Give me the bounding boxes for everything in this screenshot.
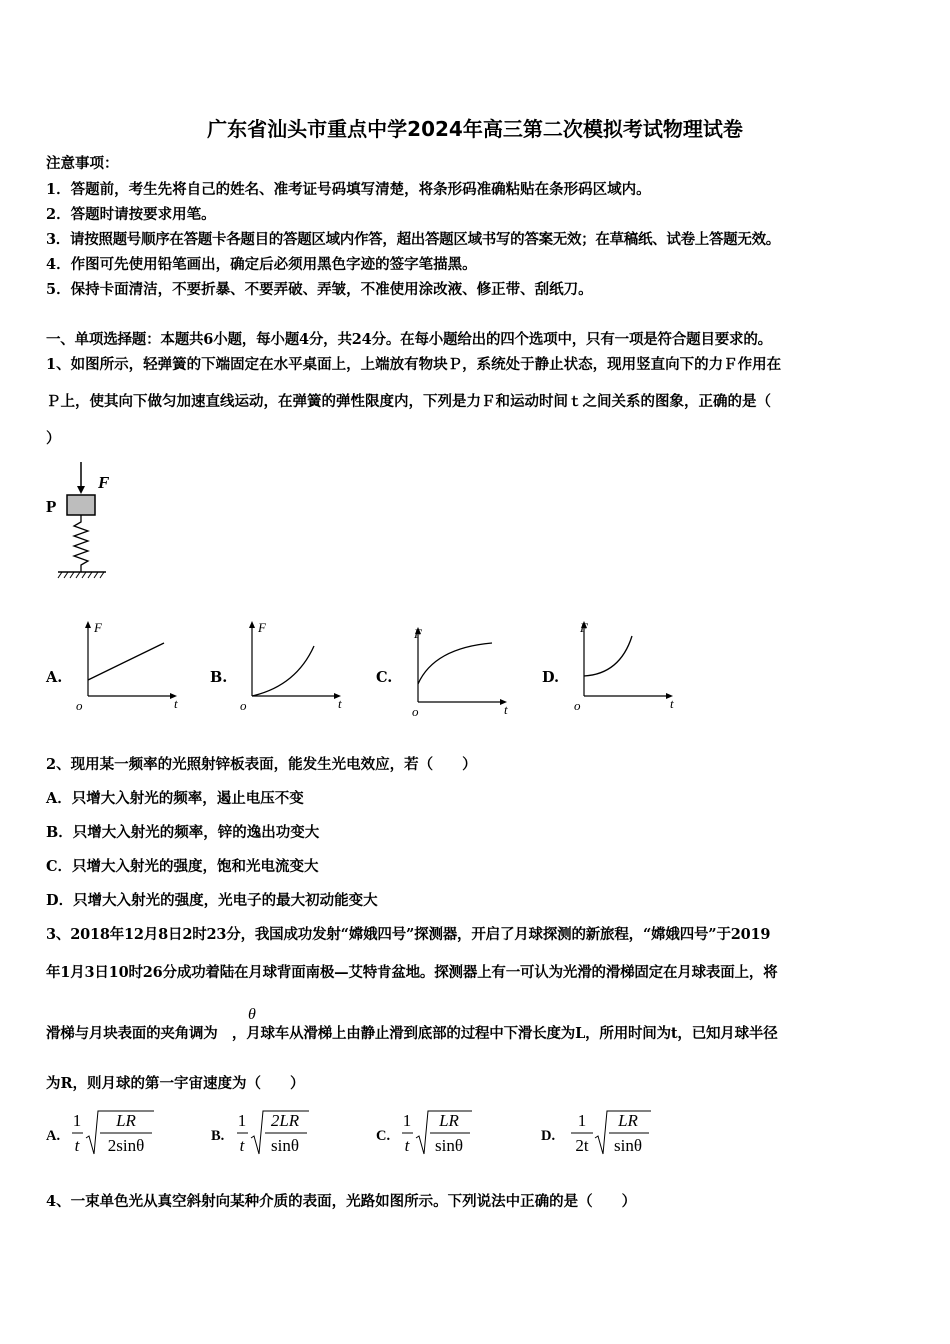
q2-option-c[interactable]: C．只增大入射光的强度，饱和光电流变大	[46, 858, 319, 875]
svg-text:t: t	[74, 1136, 80, 1155]
q2-option-a[interactable]: A．只增大入射光的频率，遏止电压不变	[46, 790, 304, 807]
svg-text:LR: LR	[618, 1111, 638, 1130]
svg-text:sinθ: sinθ	[435, 1136, 463, 1155]
notice-item: 3．请按照题号顺序在答题卡各题目的答题区域内作答，超出答题区域书写的答案无效；在草稿纸、试卷上答题无效。	[46, 231, 780, 248]
svg-text:sinθ: sinθ	[614, 1136, 642, 1155]
q1-option-c-label: C.	[376, 669, 393, 686]
svg-text:t: t	[338, 696, 342, 711]
q4-stem: 4、一束单色光从真空斜射向某种介质的表面，光路如图所示。下列说法中正确的是（ ）	[46, 1193, 637, 1210]
svg-text:1: 1	[402, 1111, 412, 1130]
formula-d	[571, 1108, 696, 1160]
svg-text:t: t	[239, 1136, 245, 1155]
spring	[74, 515, 88, 572]
svg-text:LR: LR	[439, 1111, 459, 1130]
formula-a	[72, 1108, 192, 1160]
notice-item: 2．答题时请按要求用笔。	[46, 206, 216, 223]
q2-option-d[interactable]: D．只增大入射光的强度，光电子的最大初动能变大	[46, 892, 378, 909]
svg-text:1: 1	[72, 1111, 82, 1130]
block-p	[67, 495, 95, 515]
section-heading: 一、单项选择题：本题共6小题，每小题4分，共24分。在每小题给出的四个选项中，只有一项是符合题目要求的。	[46, 331, 772, 348]
q3-option-a[interactable]: A. 1 t LR 2sinθ	[46, 1108, 196, 1160]
svg-text:1: 1	[237, 1111, 247, 1130]
svg-text:o: o	[240, 698, 247, 713]
formula-b	[237, 1108, 357, 1160]
svg-text:t: t	[504, 702, 508, 717]
q2-option-b[interactable]: B．只增大入射光的频率，锌的逸出功变大	[46, 824, 320, 841]
svg-text:sinθ: sinθ	[271, 1136, 299, 1155]
svg-text:o: o	[412, 704, 419, 719]
block-label: P	[46, 497, 57, 516]
notice-heading: 注意事项：	[46, 155, 119, 172]
curve-concave-up	[252, 646, 314, 696]
q1-option-b-label: B.	[210, 669, 228, 686]
q1-option-a-graph[interactable]	[72, 618, 192, 713]
svg-text:o: o	[574, 698, 581, 713]
q1-stem-line1: 1、如图所示，轻弹簧的下端固定在水平桌面上，上端放有物块Ｐ，系统处于静止状态，现用竖直向下的力Ｆ作用在	[46, 356, 782, 373]
q3-stem-line3: 滑梯与月块表面的夹角调为 ，月球车从滑梯上由静止滑到底部的过程中下滑长度为L，所用时间为t，已知月球半径	[46, 1025, 778, 1042]
q3-option-b[interactable]: B. 1 t 2LR sinθ	[211, 1108, 361, 1160]
q1-option-d-label: D.	[542, 669, 560, 686]
q1-option-d-graph[interactable]	[568, 618, 688, 713]
q3-stem-line1: 3、2018年12月8日2时23分，我国成功发射“嫦娥四号”探测器，开启了月球探测的新旅程，“嫦娥四号”于2019	[46, 926, 771, 943]
notice-item: 4．作图可先使用铅笔画出，确定后必须用黑色字迹的签字笔描黑。	[46, 256, 477, 273]
q1-option-c-graph[interactable]	[402, 624, 522, 719]
theta-symbol: θ	[248, 1006, 256, 1023]
formula-c	[402, 1108, 522, 1160]
q1-stem-line3: ）	[46, 430, 61, 447]
svg-text:LR: LR	[116, 1111, 136, 1130]
svg-text:1: 1	[577, 1111, 587, 1130]
q3-stem-line4: 为R，则月球的第一宇宙速度为（ ）	[46, 1075, 305, 1092]
notice-item: 1．答题前，考生先将自己的姓名、准考证号码填写清楚，将条形码准确粘贴在条形码区域内。	[46, 181, 651, 198]
q2-stem: 2、现用某一频率的光照射锌板表面，能发生光电效应，若（ ）	[46, 756, 477, 773]
curve-linear	[88, 643, 164, 680]
page-title: 广东省汕头市重点中学2024年高三第二次模拟考试物理试卷	[207, 117, 743, 141]
curve-concave-down	[418, 643, 492, 684]
svg-text:F: F	[414, 626, 422, 641]
svg-text:o: o	[76, 698, 83, 713]
q3-option-d[interactable]: D. 1 2t LR sinθ	[541, 1108, 701, 1160]
q3-option-c[interactable]: C. 1 t LR sinθ	[376, 1108, 526, 1160]
svg-text:F: F	[580, 620, 588, 635]
svg-text:t: t	[174, 696, 178, 711]
svg-text:2LR: 2LR	[270, 1111, 300, 1130]
svg-text:2sinθ: 2sinθ	[107, 1136, 145, 1155]
svg-text:t: t	[404, 1136, 410, 1155]
q1-option-b-graph[interactable]	[236, 618, 356, 713]
q1-option-a-label: A.	[46, 669, 63, 686]
spring-figure	[40, 460, 130, 585]
svg-text:F: F	[258, 620, 266, 635]
q1-stem-line2: Ｐ上，使其向下做匀加速直线运动，在弹簧的弹性限度内，下列是力Ｆ和运动时间ｔ之间关系的图象，正确的是（	[46, 393, 771, 410]
force-label: F	[98, 473, 110, 492]
svg-text:t: t	[670, 696, 674, 711]
q3-stem-line2: 年1月3日10时26分成功着陆在月球背面南极—艾特肯盆地。探测器上有一可认为光滑的滑梯固定在月球表面上，将	[46, 964, 778, 981]
notice-item: 5．保持卡面清洁，不要折暴、不要弄破、弄皱，不准使用涂改液、修正带、刮纸刀。	[46, 281, 593, 298]
svg-text:F: F	[94, 620, 102, 635]
svg-text:2t: 2t	[575, 1136, 589, 1155]
curve-concave-up-offset	[584, 636, 632, 676]
